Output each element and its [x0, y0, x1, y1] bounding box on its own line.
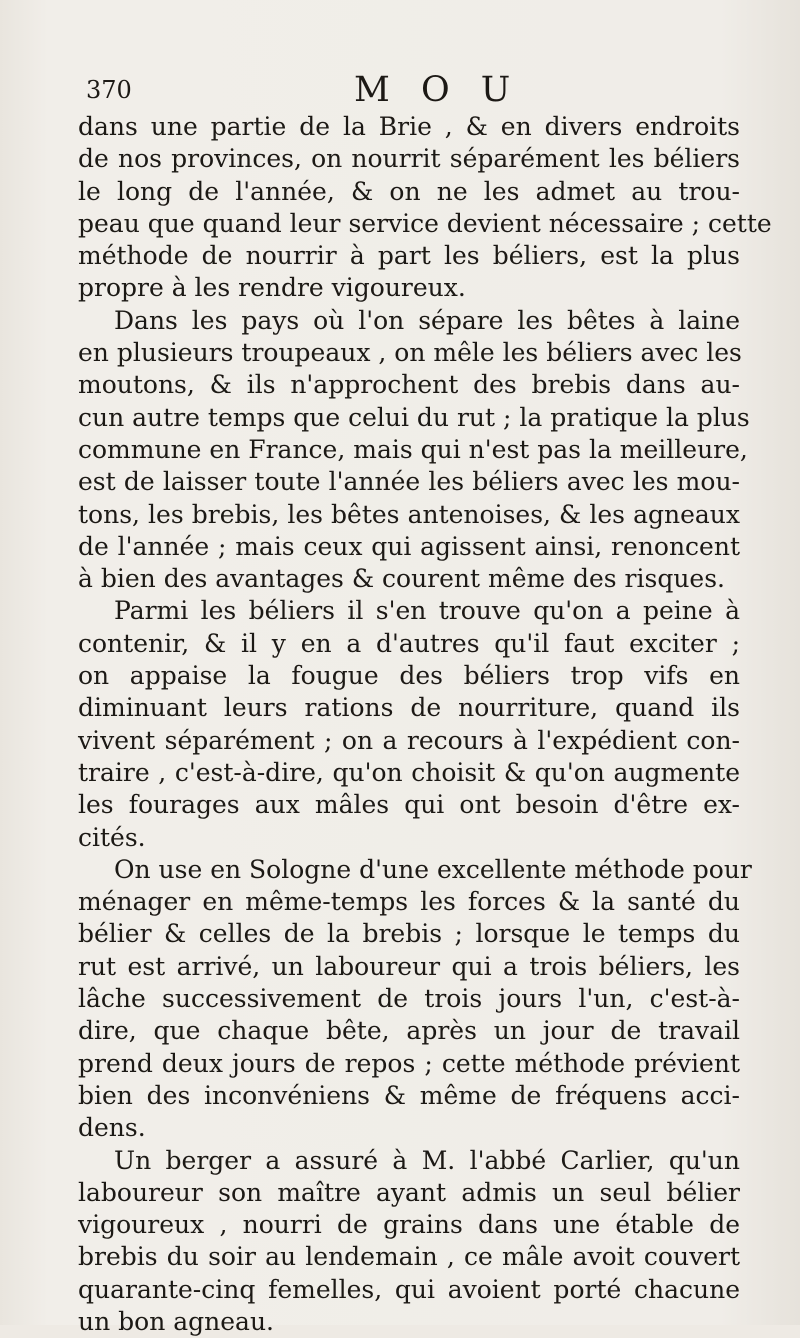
text-line: est de laisser toute l'année les béliers avec les mou-	[78, 467, 740, 497]
text-line: moutons, & ils n'approchent des brebis dans au-	[78, 370, 740, 400]
text-line: un bon agneau.	[78, 1306, 275, 1336]
text-line: méthode de nourrir à part les béliers, est la plus	[78, 241, 740, 271]
page-number: 370	[86, 76, 132, 104]
text-line: diminuant leurs rations de nourriture, quand ils	[78, 693, 740, 723]
text-line: vivent séparément ; on a recours à l'expédient con-	[78, 725, 740, 755]
text-line: de l'année ; mais ceux qui agissent ainsi, renoncent	[78, 531, 740, 561]
text-line: rut est arrivé, un laboureur qui a trois béliers, les	[78, 951, 740, 981]
text-line: cun autre temps que celui du rut ; la pratique la plus	[78, 402, 750, 432]
text-line: Parmi les béliers il s'en trouve qu'on a peine à	[114, 596, 740, 626]
text-line: Un berger a assuré à M. l'abbé Carlier, qu'un	[114, 1145, 740, 1175]
text-line: dans une partie de la Brie , & en divers endroits	[78, 112, 740, 141]
text-line: en plusieurs troupeaux , on mêle les béliers avec les	[78, 338, 742, 368]
text-line: à bien des avantages & courent même des risques.	[78, 564, 725, 594]
text-line: commune en France, mais qui n'est pas la meilleure,	[78, 434, 748, 464]
text-line: Dans les pays où l'on sépare les bêtes à laine	[114, 305, 740, 335]
text-line: bélier & celles de la brebis ; lorsque le temps du	[78, 919, 740, 949]
text-line: quarante-cinq femelles, qui avoient porté chacune	[78, 1274, 740, 1304]
text-line: traire , c'est-à-dire, qu'on choisit & qu'on augmente	[78, 757, 740, 787]
text-line: prend deux jours de repos ; cette méthode prévient	[78, 1048, 740, 1078]
text-line: de nos provinces, on nourrit séparément les béliers	[78, 144, 740, 174]
text-line: On use en Sologne d'une excellente méthode pour	[114, 854, 752, 884]
text-line: propre à les rendre vigoureux.	[78, 273, 466, 303]
running-head: M O U	[354, 70, 521, 110]
text-line: bien des inconvéniens & même de fréquens acci-	[78, 1080, 740, 1110]
text-line: tons, les brebis, les bêtes antenoises, & les agneaux	[78, 499, 740, 529]
text-line: dire, que chaque bête, après un jour de travail	[78, 1016, 740, 1046]
text-line: cités.	[78, 822, 146, 852]
text-line: peau que quand leur service devient nécessaire ; cette	[78, 208, 772, 238]
text-line: le long de l'année, & on ne les admet au trou-	[78, 176, 740, 206]
text-line: ménager en même-temps les forces & la santé du	[78, 887, 740, 917]
text-line: brebis du soir au lendemain , ce mâle avoit couvert	[78, 1242, 740, 1272]
text-line: vigoureux , nourri de grains dans une étable de	[78, 1210, 740, 1240]
text-line: dens.	[78, 1113, 146, 1143]
text-line: contenir, & il y en a d'autres qu'il faut exciter ;	[78, 628, 740, 658]
text-line: lâche successivement de trois jours l'un, c'est-à-	[78, 984, 740, 1014]
text-line: laboureur son maître ayant admis un seul bélier	[78, 1177, 740, 1207]
text-line: les fourages aux mâles qui ont besoin d'être ex-	[78, 790, 740, 820]
body-text	[78, 111, 772, 1338]
text-line: on appaise la fougue des béliers trop vifs en	[78, 661, 740, 691]
